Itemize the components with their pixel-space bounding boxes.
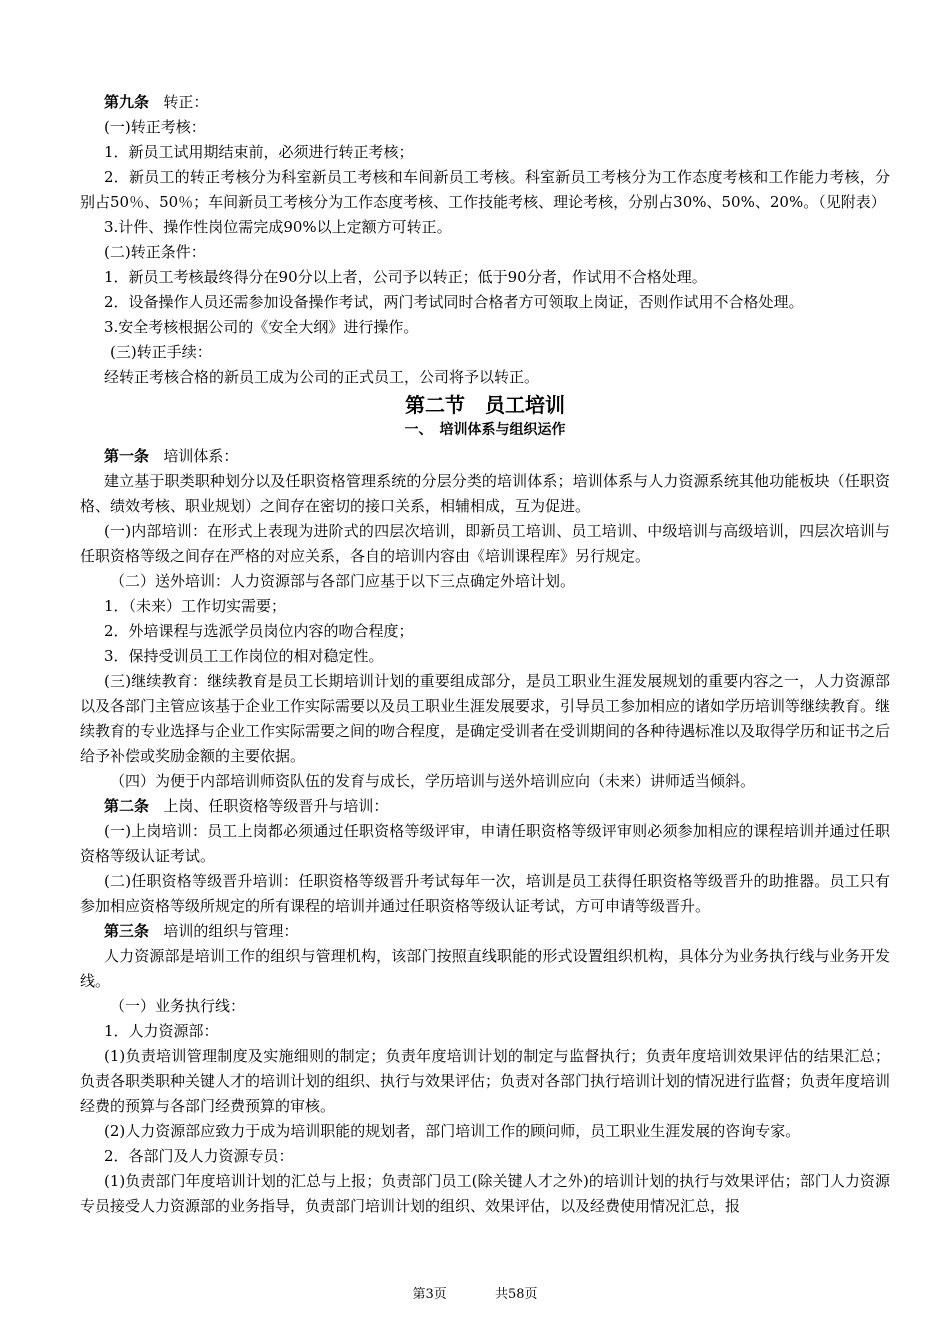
article-number: 第二条	[104, 797, 150, 815]
paragraph: 1．人力资源部：	[104, 1022, 219, 1040]
paragraph: 3.安全考核根据公司的《安全大纲》进行操作。	[104, 318, 419, 336]
paragraph: (一)转正考核：	[104, 118, 206, 136]
paragraph: (三)继续教育：继续教育是员工长期培训计划的重要组成部分，是员工职业生涯发展规划的重要内容之一，人力资源部以及各部门主管应该基于企业工作实际需要以及员工职业生涯发展要求，引导员工参加相应的诸如学历培训等继续教育。继续教育的专业选择与企业工作实际需要之间的吻合程度，是确定受训者在受训期间的各种待遇标准以及取得学历和证书之后给予补偿或奖励金额的主要依据。	[80, 672, 891, 765]
paragraph: 人力资源部是培训工作的组织与管理机构，该部门按照直线职能的形式设置组织机构，具体分为业务执行线与业务开发线。	[80, 947, 890, 990]
paragraph: (1)负责部门年度培训计划的汇总与上报；负责部门员工(除关键人才之外)的培训计划的执行与效果评估；部门人力资源专员接受人力资源部的业务指导，负责部门培训计划的组织、效果评估，以及经费使用情况汇总，报	[80, 1172, 890, 1215]
paragraph: 2．各部门及人力资源专员：	[104, 1147, 294, 1165]
paragraph: (二)任职资格等级晋升培训：任职资格等级晋升考试每年一次，培训是员工获得任职资格等级晋升的助推器。员工只有参加相应资格等级所规定的所有课程的培训并通过任职资格等级认证考试，方可申请等级晋升。	[80, 872, 890, 915]
article-2-heading	[80, 794, 890, 819]
article-number: 第九条	[104, 93, 150, 111]
paragraph: 2．设备操作人员还需参加设备操作考试，两门考试同时合格者方可领取上岗证，否则作试用不合格处理。	[104, 293, 804, 311]
paragraph: 1．新员工试用期结束前，必须进行转正考核；	[104, 143, 414, 161]
paragraph: （二）送外培训：人力资源部与各部门应基于以下三点确定外培计划。	[110, 572, 576, 590]
paragraph: 3．保持受训员工工作岗位的相对稳定性。	[104, 647, 384, 665]
article-title: 培训的组织与管理：	[163, 922, 299, 940]
article-number: 第一条	[104, 447, 150, 465]
paragraph: 1．新员工考核最终得分在90分以上者，公司予以转正；低于90分者，作试用不合格处理。	[104, 268, 707, 286]
paragraph: 2．新员工的转正考核分为科室新员工考核和车间新员工考核。科室新员工考核分为工作态度考核和工作能力考核，分别占50％、50％；车间新员工考核分为工作态度考核、工作技能考核、理论考核，分别占30%、50%、20%。（见附表）	[80, 168, 890, 211]
paragraph: （一）业务执行线：	[110, 997, 246, 1015]
paragraph: 1．（未来）工作切实需要；	[104, 597, 287, 615]
paragraph: (2)人力资源部应致力于成为培训职能的规划者，部门培训工作的顾问师，员工职业生涯发展的咨询专家。	[104, 1122, 801, 1140]
article-9-heading	[80, 90, 890, 115]
paragraph: (一)上岗培训：员工上岗都必须通过任职资格等级评审，申请任职资格等级评审则必须参加相应的课程培训并通过任职资格等级认证考试。	[80, 822, 890, 865]
page-number: 第3页	[412, 1287, 447, 1302]
section-title: 第二节 员工培训	[405, 393, 565, 417]
page-total: 共58页	[494, 1287, 538, 1302]
article-1-heading	[80, 444, 890, 469]
paragraph: (三)转正手续：	[110, 343, 212, 361]
paragraph: 经转正考核合格的新员工成为公司的正式员工，公司将予以转正。	[104, 368, 540, 386]
paragraph: (二)转正条件：	[104, 243, 206, 261]
article-title: 转正：	[163, 93, 209, 111]
paragraph: (1)负责培训管理制度及实施细则的制定；负责年度培训计划的制定与监督执行；负责年度培训效果评估的结果汇总；负责各职类职种关键人才的培训计划的组织、执行与效果评估；负责对各部门执行培训计划的情况进行监督；负责年度培训经费的预算与各部门经费预算的审核。	[80, 1047, 891, 1115]
article-number: 第三条	[104, 922, 150, 940]
article-title: 上岗、任职资格等级晋升与培训：	[163, 797, 389, 815]
page-footer	[0, 1283, 950, 1302]
document-page	[80, 90, 890, 1219]
subsection-title: 一、 培训体系与组织运作	[404, 422, 566, 438]
paragraph: 2．外培课程与选派学员岗位内容的吻合程度；	[104, 622, 414, 640]
paragraph: 建立基于职类职种划分以及任职资格管理系统的分层分类的培训体系；培训体系与人力资源系统其他功能板块（任职资格、绩效考核、职业规划）之间存在密切的接口关系，相辅相成，互为促进。	[80, 472, 890, 515]
paragraph: （四）为便于内部培训师资队伍的发育与成长，学历培训与送外培训应向（未来）讲师适当倾斜。	[110, 772, 756, 790]
article-3-heading	[80, 919, 890, 944]
paragraph: 3.计件、操作性岗位需完成90%以上定额方可转正。	[104, 218, 452, 236]
paragraph: (一)内部培训：在形式上表现为进阶式的四层次培训，即新员工培训、员工培训、中级培训与高级培训，四层次培训与任职资格等级之间存在严格的对应关系，各自的培训内容由《培训课程库》另行规定。	[80, 522, 890, 565]
article-title: 培训体系：	[163, 447, 239, 465]
